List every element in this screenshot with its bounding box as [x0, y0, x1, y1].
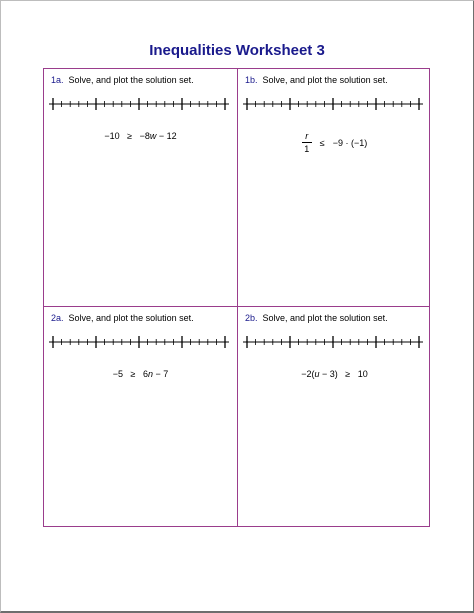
problem-cell-1b — [238, 69, 431, 306]
problem-number: 2a. — [51, 313, 64, 323]
problem-cell-2b — [238, 307, 431, 544]
fraction — [302, 131, 312, 154]
problem-number: 1b. — [245, 75, 258, 85]
inequality-expression — [44, 131, 237, 141]
problem-instruction — [245, 313, 388, 323]
inequality-expression — [238, 131, 431, 154]
problem-number: 2b. — [245, 313, 258, 323]
instruction-text: Solve, and plot the solution set. — [68, 313, 194, 323]
expr-rhs: 10 — [357, 369, 368, 379]
expr-variable: n — [147, 369, 153, 379]
problem-instruction — [51, 75, 194, 85]
instruction-text: Solve, and plot the solution set. — [68, 75, 194, 85]
expr-operator: ≥ — [130, 369, 136, 379]
problem-number: 1a. — [51, 75, 64, 85]
problem-cell-2a — [44, 307, 237, 544]
problem-instruction — [51, 313, 194, 323]
number-line[interactable] — [49, 335, 229, 349]
worksheet-title: Inequalities Worksheet 3 — [149, 42, 325, 59]
problem-cell-1a — [44, 69, 237, 306]
expr-operator: ≤ — [319, 137, 325, 148]
expr-rhs: −9 · (−1) — [332, 137, 368, 148]
expr-rhs-rest: − 7 — [153, 369, 169, 379]
problem-grid — [43, 68, 430, 527]
inequality-expression — [238, 369, 431, 379]
fraction-denominator: 1 — [304, 144, 310, 154]
expr-variable: w — [149, 131, 157, 141]
number-line[interactable] — [243, 97, 423, 111]
expr-lhs: −10 — [104, 131, 120, 141]
problem-instruction — [245, 75, 388, 85]
expr-rhs-coef: −8 — [139, 131, 150, 141]
expr-operator: ≥ — [345, 369, 351, 379]
expr-lhs-b: − 3) — [319, 369, 338, 379]
instruction-text: Solve, and plot the solution set. — [262, 75, 388, 85]
expr-rhs-rest: − 12 — [156, 131, 177, 141]
expr-operator: ≥ — [127, 131, 133, 141]
expr-rhs-coef: 6 — [142, 369, 148, 379]
number-line[interactable] — [243, 335, 423, 349]
inequality-expression — [44, 369, 237, 379]
expr-lhs: −5 — [112, 369, 123, 379]
expr-lhs-a: −2( — [301, 369, 315, 379]
expr-variable: u — [314, 369, 320, 379]
fraction-numerator: r — [305, 131, 309, 141]
instruction-text: Solve, and plot the solution set. — [262, 313, 388, 323]
number-line[interactable] — [49, 97, 229, 111]
